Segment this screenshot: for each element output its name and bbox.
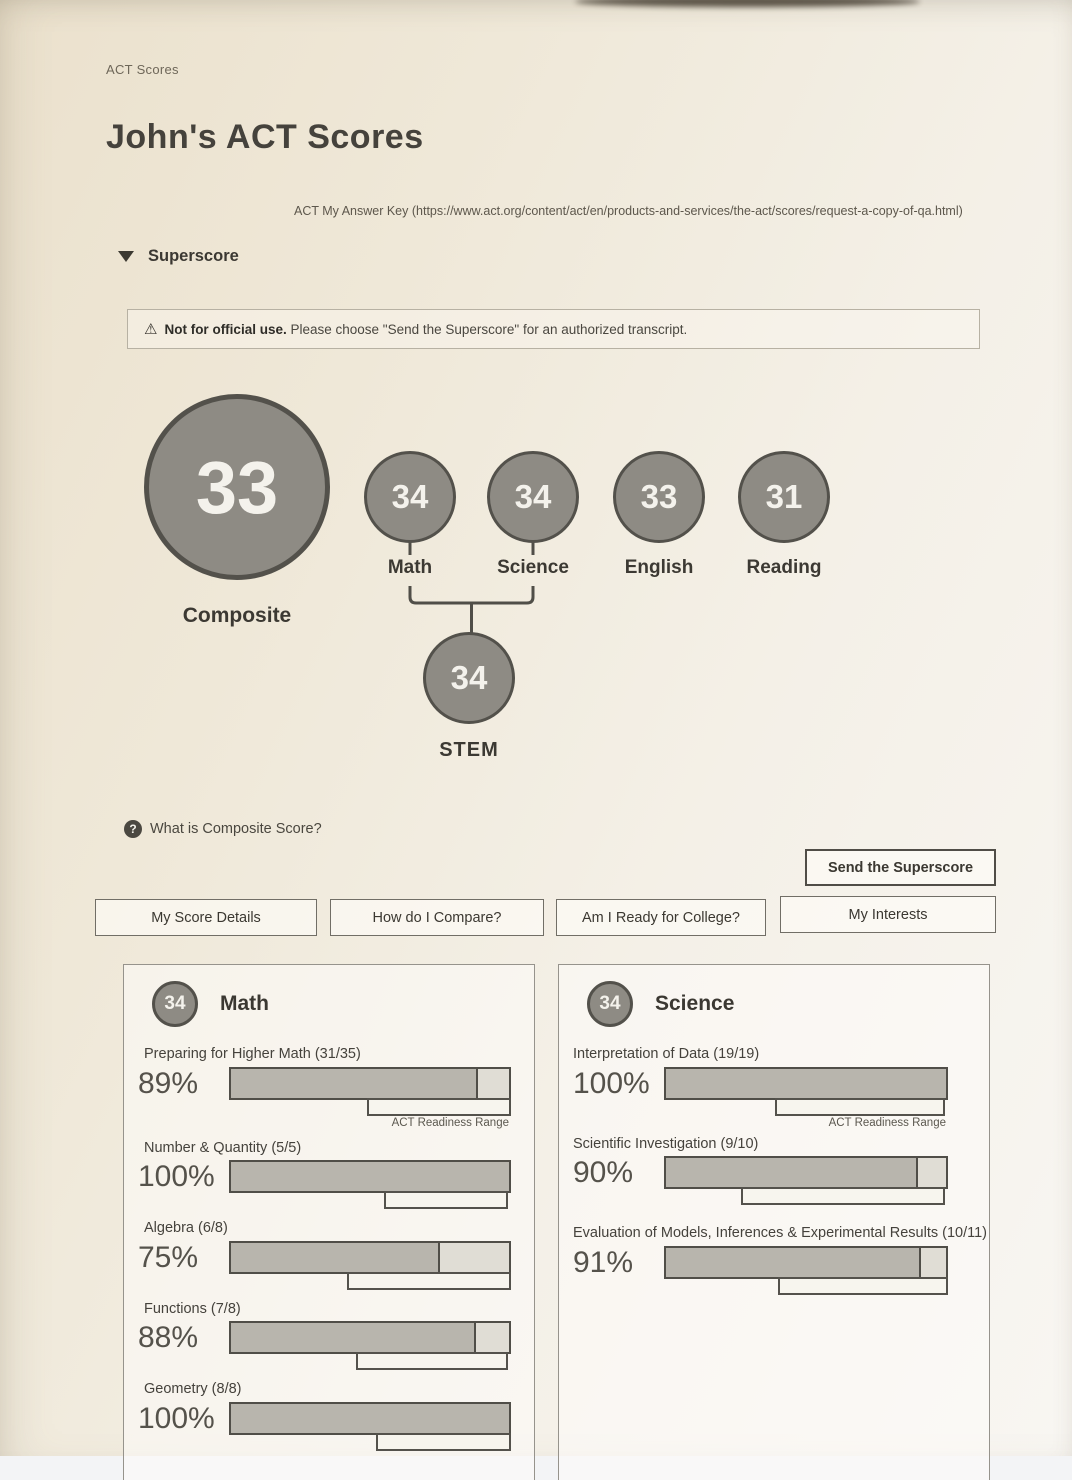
progress-bar [664, 1067, 948, 1100]
skill-percent: 91% [573, 1245, 634, 1279]
readiness-range-box [741, 1187, 945, 1205]
progress-bar-fill [666, 1158, 918, 1187]
skill-bar-area [229, 1241, 511, 1293]
math-score-label: Math [387, 557, 433, 578]
skill-label: Preparing for Higher Math (31/35) [144, 1046, 361, 1062]
tab-am-i-ready-for-college[interactable]: Am I Ready for College? [556, 899, 766, 936]
skill-label: Number & Quantity (5/5) [144, 1139, 302, 1156]
breadcrumb: ACT Scores [106, 62, 179, 77]
readiness-range-box [384, 1191, 508, 1209]
skill-percent: 90% [573, 1156, 634, 1190]
superscore-section-toggle[interactable] [118, 247, 239, 266]
stem-connector-lines [375, 535, 580, 635]
skill-bar-area [664, 1067, 948, 1129]
skill-bar-area [229, 1402, 511, 1454]
not-official-warning-banner [127, 309, 980, 349]
science-score-label: Science [497, 557, 569, 578]
chevron-down-icon [118, 251, 134, 262]
skill-bar-area [229, 1321, 511, 1373]
skill-label: Scientific Investigation (9/10) [573, 1135, 759, 1152]
skill-percent: 100% [573, 1066, 650, 1100]
readiness-range-box [775, 1098, 945, 1116]
progress-bar-fill [666, 1069, 946, 1098]
skill-row [559, 1224, 989, 1298]
tab-my-interests[interactable]: My Interests [780, 896, 996, 933]
skill-percent: 89% [138, 1066, 199, 1100]
skill-label: Algebra (6/8) [144, 1220, 228, 1237]
skill-percent: 75% [138, 1240, 199, 1274]
skill-row [124, 1219, 534, 1293]
skill-row [559, 1135, 989, 1209]
progress-bar [229, 1402, 511, 1435]
progress-bar-fill [231, 1243, 440, 1272]
skill-bar-area [229, 1160, 511, 1212]
math-details-panel [123, 964, 535, 1480]
readiness-range-box [376, 1433, 511, 1451]
composite-score-circle: 33 [144, 394, 330, 580]
skill-bar-area [664, 1156, 948, 1208]
progress-bar [229, 1241, 511, 1274]
composite-score-help-link[interactable] [124, 820, 322, 838]
tab-how-do-i-compare[interactable]: How do I Compare? [330, 899, 544, 936]
composite-score-label: Composite [182, 604, 292, 627]
skill-label: Geometry (8/8) [144, 1381, 242, 1398]
science-panel-title: Science [655, 992, 735, 1015]
science-score-circle: 34 [487, 451, 579, 543]
skill-row [124, 1380, 534, 1454]
progress-bar-fill [231, 1323, 476, 1352]
skill-bar-area [229, 1067, 511, 1129]
question-circle-icon: ? [124, 820, 142, 838]
english-score-label: English [624, 557, 694, 578]
readiness-range-box [778, 1277, 948, 1295]
skill-label: Evaluation of Models, Inferences & Experimental Results (10/11) [573, 1225, 987, 1242]
superscore-label: Superscore [148, 247, 239, 265]
progress-bar [229, 1321, 511, 1354]
answer-key-link[interactable]: ACT My Answer Key (https://www.act.org/content/act/en/products-and-services/the-act/scores/request-a-copy-of-qa.html) [294, 204, 963, 218]
progress-bar-fill [231, 1069, 478, 1098]
progress-bar-fill [231, 1404, 509, 1433]
skill-row [559, 1045, 989, 1129]
warning-text: Not for official use. Please choose "Send the Superscore" for an authorized transcript. [164, 321, 688, 337]
math-score-circle: 34 [364, 451, 456, 543]
progress-bar-fill [231, 1162, 509, 1191]
skill-percent: 100% [138, 1160, 215, 1194]
science-mini-score-circle: 34 [587, 981, 633, 1027]
page-title: John's ACT Scores [106, 118, 424, 156]
progress-bar [229, 1067, 511, 1100]
readiness-range-box [367, 1098, 511, 1116]
send-superscore-button[interactable]: Send the Superscore [805, 849, 996, 886]
skill-bar-area [664, 1246, 948, 1298]
skill-row [124, 1300, 534, 1374]
readiness-range-label: ACT Readiness Range [391, 1116, 509, 1129]
skill-row [124, 1139, 534, 1213]
progress-bar-fill [666, 1248, 921, 1277]
math-panel-title: Math [220, 992, 269, 1015]
skill-label: Interpretation of Data (19/19) [573, 1046, 760, 1062]
readiness-range-label: ACT Readiness Range [828, 1116, 946, 1129]
science-details-panel [558, 964, 990, 1480]
english-score-circle: 33 [613, 451, 705, 543]
progress-bar [229, 1160, 511, 1193]
readiness-range-box [347, 1272, 511, 1290]
warning-icon: ⚠ [144, 321, 158, 338]
composite-help-text: What is Composite Score? [150, 821, 322, 837]
math-panel-header [124, 981, 534, 1027]
skill-row [124, 1045, 534, 1129]
math-mini-score-circle: 34 [152, 981, 198, 1027]
reading-score-label: Reading [746, 557, 822, 578]
stem-score-circle: 34 [423, 632, 515, 724]
skill-percent: 88% [138, 1321, 199, 1355]
science-panel-header [559, 981, 989, 1027]
stem-score-label: STEM [439, 739, 499, 761]
readiness-range-box [356, 1352, 508, 1370]
skill-label: Functions (7/8) [144, 1300, 241, 1317]
tab-my-score-details[interactable]: My Score Details [95, 899, 317, 936]
progress-bar [664, 1246, 948, 1279]
progress-bar [664, 1156, 948, 1189]
reading-score-circle: 31 [738, 451, 830, 543]
skill-percent: 100% [138, 1401, 215, 1435]
